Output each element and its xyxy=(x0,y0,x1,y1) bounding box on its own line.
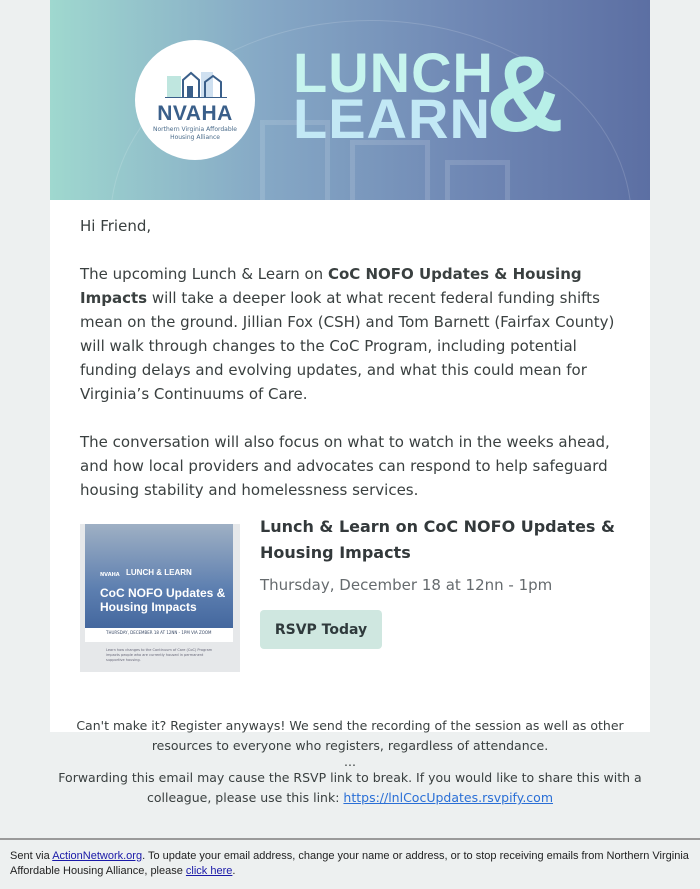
event-flyer-image xyxy=(80,524,240,672)
house-outline-decoration xyxy=(445,160,510,200)
logo-subtitle: Northern Virginia Affordable Housing Alliance xyxy=(153,126,237,141)
recording-note: Can't make it? Register anyways! We send the recording of the session as well as other resources to everyone who registers, regardless of attendance. xyxy=(76,718,624,753)
event-title: Lunch & Learn on CoC NOFO Updates & Housing Impacts xyxy=(260,517,615,562)
flyer-background xyxy=(85,524,233,642)
hero-banner xyxy=(50,0,650,200)
flyer-title: CoC NOFO Updates & Housing Impacts xyxy=(100,586,226,614)
flyer-logo: NVAHA xyxy=(100,572,120,578)
sent-via-text: Sent via xyxy=(10,850,53,862)
logo-wordmark: NVAHA xyxy=(157,102,233,125)
event-topic: CoC NOFO Updates & Housing Impacts xyxy=(80,265,582,307)
banner-lunch-text: LUNCH xyxy=(293,41,494,104)
houses-icon xyxy=(165,68,227,98)
rsvp-button[interactable]: RSVP Today xyxy=(260,610,382,649)
banner-learn-text: LEARN xyxy=(293,87,491,150)
footer-notes xyxy=(50,716,650,808)
banner-ampersand: & xyxy=(486,33,564,154)
flyer-note: Learn how changes to the Continuum of Care (CoC) Program impacts people who are currently housed in permanent supportive housing. xyxy=(106,648,213,662)
unsubscribe-link[interactable]: click here xyxy=(185,865,233,877)
action-network-link[interactable]: ActionNetwork.org xyxy=(52,850,143,862)
intro-text-start: The upcoming Lunch & Learn on xyxy=(80,265,328,283)
flyer-date: THURSDAY, DECEMBER 18 AT 12NN - 1PM VIA ZOOM xyxy=(106,630,212,635)
legal-end: . xyxy=(232,865,236,877)
footer-separator: ... xyxy=(344,754,356,769)
footer-divider xyxy=(0,838,700,840)
forwarding-text: Forwarding this email may cause the RSVP link to break. If you would like to share this with a colleague, please use this link: xyxy=(58,770,642,805)
intro-paragraph xyxy=(80,262,620,406)
email-body xyxy=(50,200,650,502)
unsubscribe-text: . To update your email address, change your name or address, or to stop receiving emails from Northern Virginia Affordable Housing Alliance, please xyxy=(10,850,689,877)
nvaha-logo xyxy=(135,40,255,160)
flyer-lunch-learn: LUNCH & LEARN xyxy=(126,568,192,577)
event-card xyxy=(50,502,650,732)
event-date: Thursday, December 18 at 12nn - 1pm xyxy=(260,576,553,594)
forwarding-note xyxy=(50,768,650,808)
greeting: Hi Friend, xyxy=(80,217,152,235)
email-container xyxy=(50,0,650,732)
intro-text-end: will take a deeper look at what recent federal funding shifts mean on the ground. Jillian Fox (CSH) and Tom Barnett (Fairfax County) will walk through changes to the CoC Program, including potential funding delays and evolving updates, and what this could mean for Virginia’s Continuums of Care. xyxy=(80,289,615,403)
focus-paragraph: The conversation will also focus on what to watch in the weeks ahead, and how local providers and advocates can respond to help safeguard housing stability and homelessness services. xyxy=(80,433,610,499)
legal-footer xyxy=(10,849,694,879)
share-link[interactable]: https://lnlCocUpdates.rsvpify.com xyxy=(343,790,554,805)
